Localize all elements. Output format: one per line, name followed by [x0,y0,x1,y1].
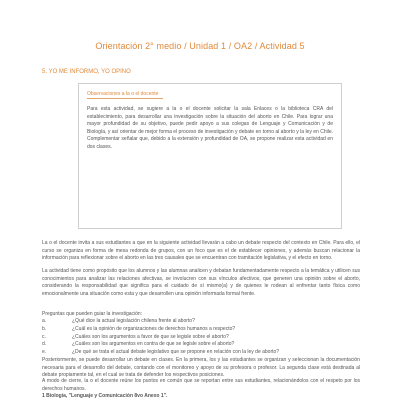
body-paragraph-4: Posteriormente, se puede desarrollar un debate en clases. En la primera, los y las estudiantes se organizan y seleccionan la documentación necesaria para el desarrollo del debate, contando con el monitoreo y apoyo de su profesora o profesor. La segunda clase está destinada al debate propiamente tal, en el cual se trata de defender los respectivos posiciones. [42,357,360,379]
question-item [42,341,362,349]
question-text: ¿De qué se trata el actual debate legislativo que se propone en relación con la ley de aborto? [72,349,280,356]
question-letter: d. [42,341,47,348]
question-letter: b. [42,325,47,332]
body-paragraph-5: A modo de cierre, la o el docente reúne los puntos en común que se reportan entre sus estudiantes, relacionándolos con el respeto por los derechos humanos. [42,378,360,392]
teacher-box-header: Observaciones a la o el docente [87,91,159,97]
question-text: ¿Cuáles son los argumentos en contra de que se legisle sobre el aborto? [72,341,235,348]
question-item [42,318,362,326]
footnote: 1 Biología, "Lenguaje y Comunicación 8vo Anexo 1". [42,393,168,399]
question-item [42,334,362,342]
question-text: ¿Cuál es la opinión de organizaciones de derechos humanos a respecto? [72,325,236,332]
body-paragraph-1: La o el docente invita a sus estudiantes a que en la siguiente actividad llevarán a cabo un debate respecto del contexto en Chile. Para ello, el curso se organiza en forma de mesa redonda de grupos, con un foco que es el de establecer opiniones, y además buscan relacionar la información para reflexionar sobre el aborto en las tres causales que se encuentran con tramitación legislativa, y el efecto en torno. [42,240,360,262]
page-title: Orientación 2° medio / Unidad 1 / OA2 / Actividad 5 [95,41,305,51]
question-letter: a. [42,318,47,324]
question-text: ¿Qué dice la actual legislación chilena frente al aborto? [72,318,195,324]
questions-list [42,318,362,357]
questions-intro: Preguntas que pueden guiar la investigación: [42,311,143,317]
teacher-observations-box [78,83,342,229]
question-letter: e. [42,349,47,356]
teacher-box-underline [87,98,163,99]
section-heading: 5. YO ME INFORMO, YO OPINO [42,69,131,75]
question-text: ¿Cuáles son los argumentos a favor de que se legisle sobre el aborto? [72,333,229,340]
question-item [42,349,362,357]
teacher-box-text: Para esta actividad, se sugiere a la o el docente solicitar la sala Enlaces o la biblioteca CRA del establecimiento, para desarrollar una investigación sobre la situación del aborto en Chile. Para lograr una mayor profundidad de su objetivo, puede pedir apoyo a sus colegas de Lenguaje y Comunicación y de Biología, y así orientar de mejor forma el proceso de investigación y debate en torno al aborto y la ley en Chile. Complementar señalar que, debido a la extensión y profundidad de OA, se propone realizar esta actividad en dos clases. [87,106,333,150]
question-item [42,326,362,334]
question-letter: c. [42,333,46,340]
body-paragraph-2: La actividad tiene como propósito que los alumnos y las alumnas analicen y debatan fundamentadamente respecto a la temática y utilicen sus conocimientos para analizar las relaciones afectivas, se involucren con sus vínculos afectivos, que generen una opinión sobre el aborto, considerando la responsabilidad que significa para el cuidado de sí mismo(a) y de quienes le rodean al enfrentar tanto física como emocionalmente una situación como esta y que desarrollen una opinión informada formal frente. [42,268,360,298]
